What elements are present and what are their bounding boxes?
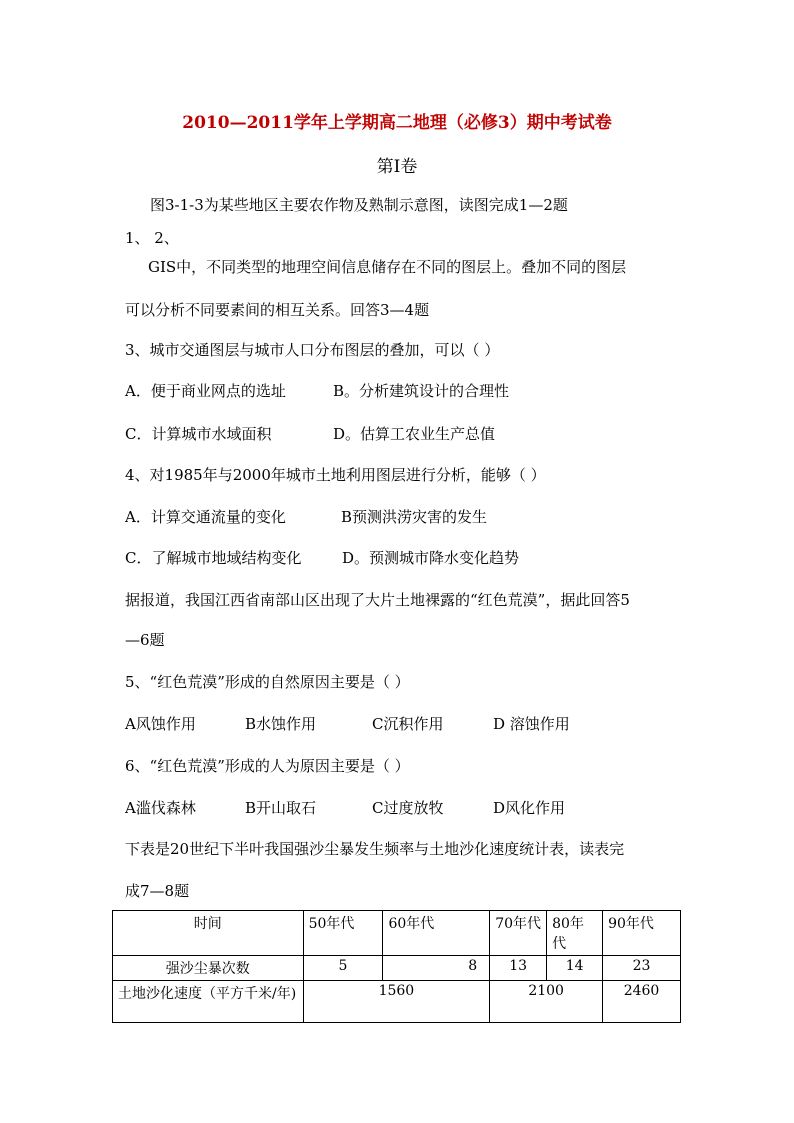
table-cell: 23 — [603, 956, 681, 981]
question-1-2-numbers: 1、 2、 — [125, 229, 179, 247]
paragraph-gis-line2: 可以分析不同要素间的相互关系。回答3—4题 — [125, 301, 430, 319]
question-5-option-b: B水蚀作用 — [245, 715, 317, 733]
question-5-option-a: A风蚀作用 — [125, 715, 196, 733]
question-5-option-d: D 溶蚀作用 — [493, 715, 570, 733]
paragraph-table-intro-line2: 成7—8题 — [125, 882, 190, 900]
question-3-option-b: B。分析建筑设计的合理性 — [333, 382, 510, 400]
table-row-desertification-rate — [113, 981, 681, 1023]
header-1960s: 60年代 — [383, 911, 490, 956]
question-4-option-b: B预测洪涝灾害的发生 — [341, 508, 488, 526]
section-title: 第Ⅰ卷 — [376, 157, 418, 177]
sandstorm-statistics-table — [112, 910, 681, 1023]
question-3-option-c: C．计算城市水域面积 — [125, 425, 272, 443]
question-3-option-a: A．便于商业网点的选址 — [125, 382, 286, 400]
paragraph-red-desert-line2: —6题 — [125, 631, 165, 649]
question-intro-1-2: 图3-1-3为某些地区主要农作物及熟制示意图，读图完成1—2题 — [150, 196, 568, 214]
question-3: 3、城市交通图层与城市人口分布图层的叠加，可以（ ） — [125, 341, 500, 359]
row-label-sandstorm-count: 强沙尘暴次数 — [113, 956, 304, 981]
header-time: 时间 — [113, 911, 304, 956]
table-cell: 5 — [303, 956, 383, 981]
table-row-sandstorm-count — [113, 956, 681, 981]
row-label-desertification-rate: 土地沙化速度（平方千米/年) — [113, 981, 304, 1023]
question-5-option-c: C沉积作用 — [372, 715, 444, 733]
question-5: 5、“红色荒漠”形成的自然原因主要是（ ） — [125, 673, 410, 691]
header-1980s: 80年代 — [547, 911, 603, 956]
table-header-row — [113, 911, 681, 956]
header-1950s: 50年代 — [303, 911, 383, 956]
table-cell: 1560 — [303, 981, 490, 1023]
question-4: 4、对1985年与2000年城市土地利用图层进行分析，能够（ ） — [125, 466, 546, 484]
table-cell: 13 — [490, 956, 547, 981]
paragraph-gis-line1: GIS中，不同类型的地理空间信息储存在不同的图层上。叠加不同的图层 — [148, 258, 627, 276]
table-cell: 2100 — [490, 981, 603, 1023]
question-6-option-b: B开山取石 — [245, 799, 317, 817]
question-4-option-d: D。预测城市降水变化趋势 — [342, 549, 520, 567]
question-6: 6、“红色荒漠”形成的人为原因主要是（ ） — [125, 757, 410, 775]
question-6-option-d: D风化作用 — [493, 799, 566, 817]
question-6-option-a: A滥伐森林 — [125, 799, 196, 817]
header-1970s: 70年代 — [490, 911, 547, 956]
question-4-option-c: C．了解城市地域结构变化 — [125, 549, 302, 567]
table-cell: 14 — [547, 956, 603, 981]
question-6-option-c: C过度放牧 — [372, 799, 444, 817]
question-4-option-a: A．计算交通流量的变化 — [125, 508, 286, 526]
paragraph-table-intro-line1: 下表是20世纪下半叶我国强沙尘暴发生频率与土地沙化速度统计表，读表完 — [125, 840, 625, 858]
header-1990s: 90年代 — [603, 911, 681, 956]
table-cell: 8 — [383, 956, 490, 981]
exam-title: 2010—2011学年上学期高二地理（必修3）期中考试卷 — [182, 113, 612, 133]
table-cell: 2460 — [603, 981, 681, 1023]
question-3-option-d: D。估算工农业生产总值 — [333, 425, 496, 443]
paragraph-red-desert-line1: 据报道，我国江西省南部山区出现了大片土地裸露的“红色荒漠”，据此回答5 — [125, 591, 630, 609]
